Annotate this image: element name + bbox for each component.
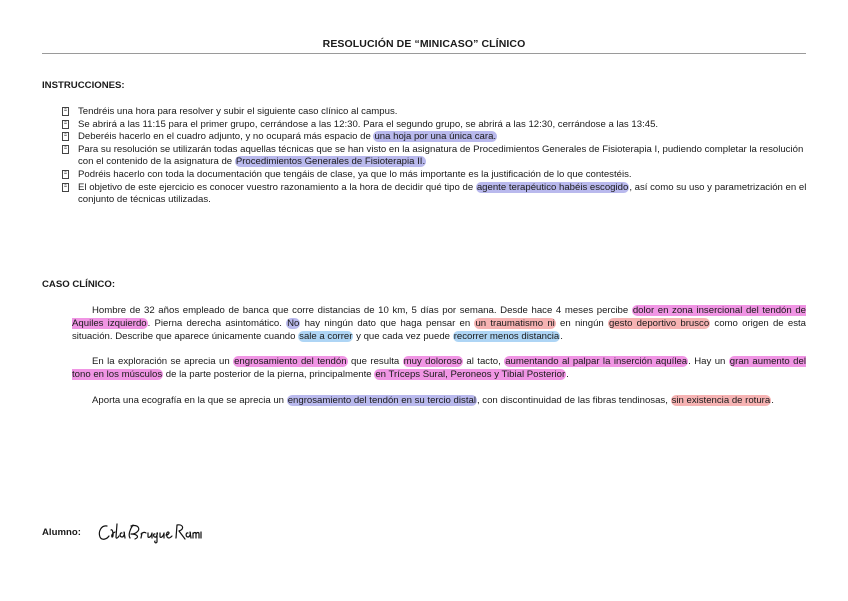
- highlight-red: un traumatismo ni: [475, 317, 555, 329]
- document-title: RESOLUCIÓN DE “MINICASO” CLÍNICO: [322, 38, 526, 50]
- instruction-text-part: El objetivo de este ejercicio es conocer vuestro razonamiento a la hora de decidir qué tipo de: [78, 181, 476, 193]
- case-text: .: [771, 395, 774, 406]
- highlight-magenta: muy doloroso: [403, 356, 462, 367]
- instructions-heading: INSTRUCCIONES:: [42, 80, 125, 91]
- instructions-list: [62, 106, 812, 207]
- list-item: [62, 144, 812, 169]
- list-item: [62, 106, 812, 119]
- instruction-text-part: Para su resolución se utilizarán todas aquellas técnicas que se han visto en la asignatura de Procedimientos Generales de Fisioterapia I, pudiendo completar la resolución con el contenido de la asignatura de: [78, 143, 804, 168]
- missing-glyph-icon: ⍰: [62, 145, 69, 154]
- highlight-blue: una hoja por una única cara.: [374, 131, 497, 143]
- highlight-magenta: en Tríceps Sural, Peroneos y Tibial Posterior: [375, 368, 566, 380]
- case-text: Hombre de 32 años empleado de banca que corre distancias de 10 km, 5 días por semana. Desde hace 4 meses percibe: [92, 305, 632, 316]
- instruction-text: Podréis hacerlo con toda la documentación que tengáis de clase, ya que lo más importante es la justificación de lo que contestéis.: [78, 168, 632, 180]
- list-item: [62, 169, 812, 182]
- case-heading: CASO CLÍNICO:: [42, 279, 116, 290]
- case-paragraph-3: [72, 395, 806, 408]
- signature-image: [95, 520, 205, 544]
- instruction-text: Se abrirá a las 11:15 para el primer grupo, cerrándose a las 12:30. Para el segundo grupo, se abrirá a las 12:30, cerrándose a las 13:45.: [78, 118, 659, 130]
- case-text: .: [560, 330, 563, 342]
- list-item: [62, 131, 812, 144]
- case-text: y que cada vez puede: [353, 330, 453, 342]
- instruction-text-part: , así como su uso y parametrización en el conjunto de técnicas utilizadas.: [78, 181, 807, 206]
- paragraph-indent: [72, 305, 92, 316]
- case-text: como origen de esta situación. Describe que aparece únicamente cuando: [72, 317, 806, 342]
- case-text: Aporta una ecografía en la que se aprecia un: [92, 395, 287, 406]
- highlight-blue: agente terapéutico habéis escogido: [476, 181, 629, 193]
- case-text: , con discontinuidad de las fibras tendinosas,: [476, 395, 671, 406]
- case-text: .: [566, 368, 569, 380]
- missing-glyph-icon: ⍰: [62, 132, 69, 141]
- case-paragraph-1: [72, 305, 806, 343]
- title-underline: [42, 53, 806, 54]
- highlight-blue: No: [287, 317, 300, 329]
- missing-glyph-icon: ⍰: [62, 120, 69, 129]
- highlight-blue: Procedimientos Generales de Fisioterapia II.: [235, 156, 426, 168]
- missing-glyph-icon: ⍰: [62, 183, 69, 192]
- list-item: [62, 182, 812, 207]
- instruction-text: Tendréis una hora para resolver y subir el siguiente caso clínico al campus.: [78, 106, 398, 117]
- student-label: Alumno:: [42, 526, 81, 538]
- paragraph-indent: [72, 395, 92, 406]
- highlight-magenta: dolor en zona insercional del tendón de Aquiles izquierdo: [72, 305, 806, 329]
- student-line: [42, 520, 205, 544]
- instruction-text: [78, 182, 812, 207]
- highlight-magenta: gran aumento del tono en los músculos: [72, 356, 806, 380]
- instruction-text-part: Deberéis hacerlo en el cuadro adjunto, y no ocupará más espacio de: [78, 131, 374, 143]
- instruction-text: [78, 144, 812, 169]
- highlight-red: sin existencia de rotura: [671, 395, 771, 406]
- highlight-lightblue: sale a correr: [299, 330, 353, 342]
- case-text: En la exploración se aprecia un: [92, 356, 234, 367]
- highlight-blue: engrosamiento del tendón en su tercio distal: [287, 395, 476, 406]
- paragraph-indent: [72, 356, 92, 367]
- case-text: en ningún: [555, 317, 608, 329]
- highlight-red: gesto deportivo brusco: [608, 317, 710, 329]
- instruction-text: [78, 131, 497, 144]
- highlight-magenta: aumentando al palpar la inserción aquílea: [505, 356, 688, 367]
- missing-glyph-icon: ⍰: [62, 170, 69, 179]
- case-text: hay ningún dato que haga pensar en: [300, 317, 475, 329]
- missing-glyph-icon: ⍰: [62, 107, 69, 116]
- case-text: de la parte posterior de la pierna, principalmente: [163, 368, 375, 380]
- case-text: que resulta: [347, 356, 403, 367]
- highlight-magenta: engrosamiento del tendón: [234, 356, 347, 367]
- case-text: . Pierna derecha asintomático.: [147, 317, 287, 329]
- highlight-lightblue: recorrer menos distancia: [453, 330, 560, 342]
- case-text: . Hay un: [688, 356, 729, 367]
- case-text: al tacto,: [462, 356, 505, 367]
- list-item: [62, 119, 812, 132]
- case-paragraph-2: [72, 356, 806, 382]
